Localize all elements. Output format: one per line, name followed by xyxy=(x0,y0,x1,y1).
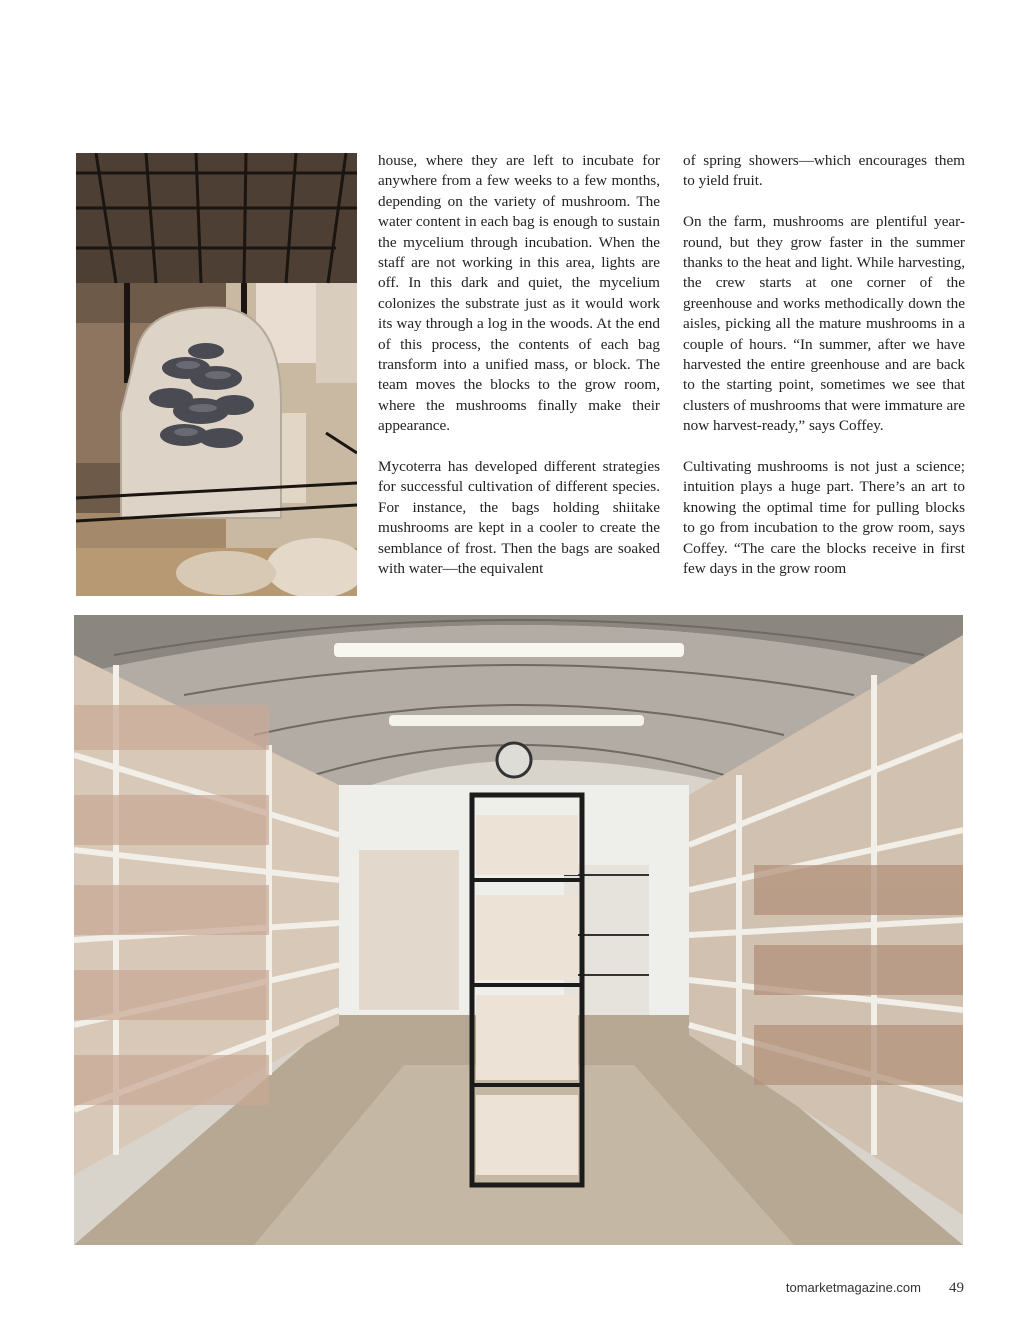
mushroom-bag-photo xyxy=(76,153,357,596)
article-column-2 xyxy=(683,151,965,600)
paragraph: house, where they are left to incubate for anywhere from a few weeks to a few months, depending on the variety of mushroom. The water content in each bag is enough to sustain the mycelium through incubation. When the staff are not working in this area, lights are off. In this dark and quiet, the mycelium colonizes the substrate just as it would work its way through a log in the woods. At the end of this process, the contents of each bag transform into a unified mass, or block. The team moves the blocks to the grow room, where the mushrooms finally make their appearance. xyxy=(378,152,660,435)
page-footer xyxy=(786,1280,964,1297)
paragraph: Mycoterra has developed different strategies for successful cultivation of different species. For instance, the bags holding shiitake mushrooms are kept in a cooler to create the semblance of frost. Then the bags are soaked with water—the equivalent xyxy=(378,458,660,578)
page-number: 49 xyxy=(949,1280,964,1296)
article-column-1 xyxy=(378,151,660,600)
website-url: tomarketmagazine.com xyxy=(785,1280,921,1295)
paragraph: of spring showers—which encourages them to yield fruit. xyxy=(683,152,965,190)
paragraph: Cultivating mushrooms is not just a science; intuition plays a huge part. There’s an art to knowing the optimal time for pulling blocks to go from incubation to the grow room, says Coffey. “The care the blocks receive in first few days in the grow room xyxy=(683,458,965,578)
grow-room-photo xyxy=(74,615,963,1245)
paragraph: On the farm, mushrooms are plentiful year-round, but they grow faster in the summer thanks to the heat and light. While harvesting, the crew starts at one corner of the greenhouse and works methodically down the aisles, picking all the mature mushrooms in a couple of hours. “In summer, after we have harvested the entire greenhouse and are back to the starting point, sometimes we see that clusters of mushrooms that were immature are now harvest-ready,” says Coffey. xyxy=(683,213,965,435)
